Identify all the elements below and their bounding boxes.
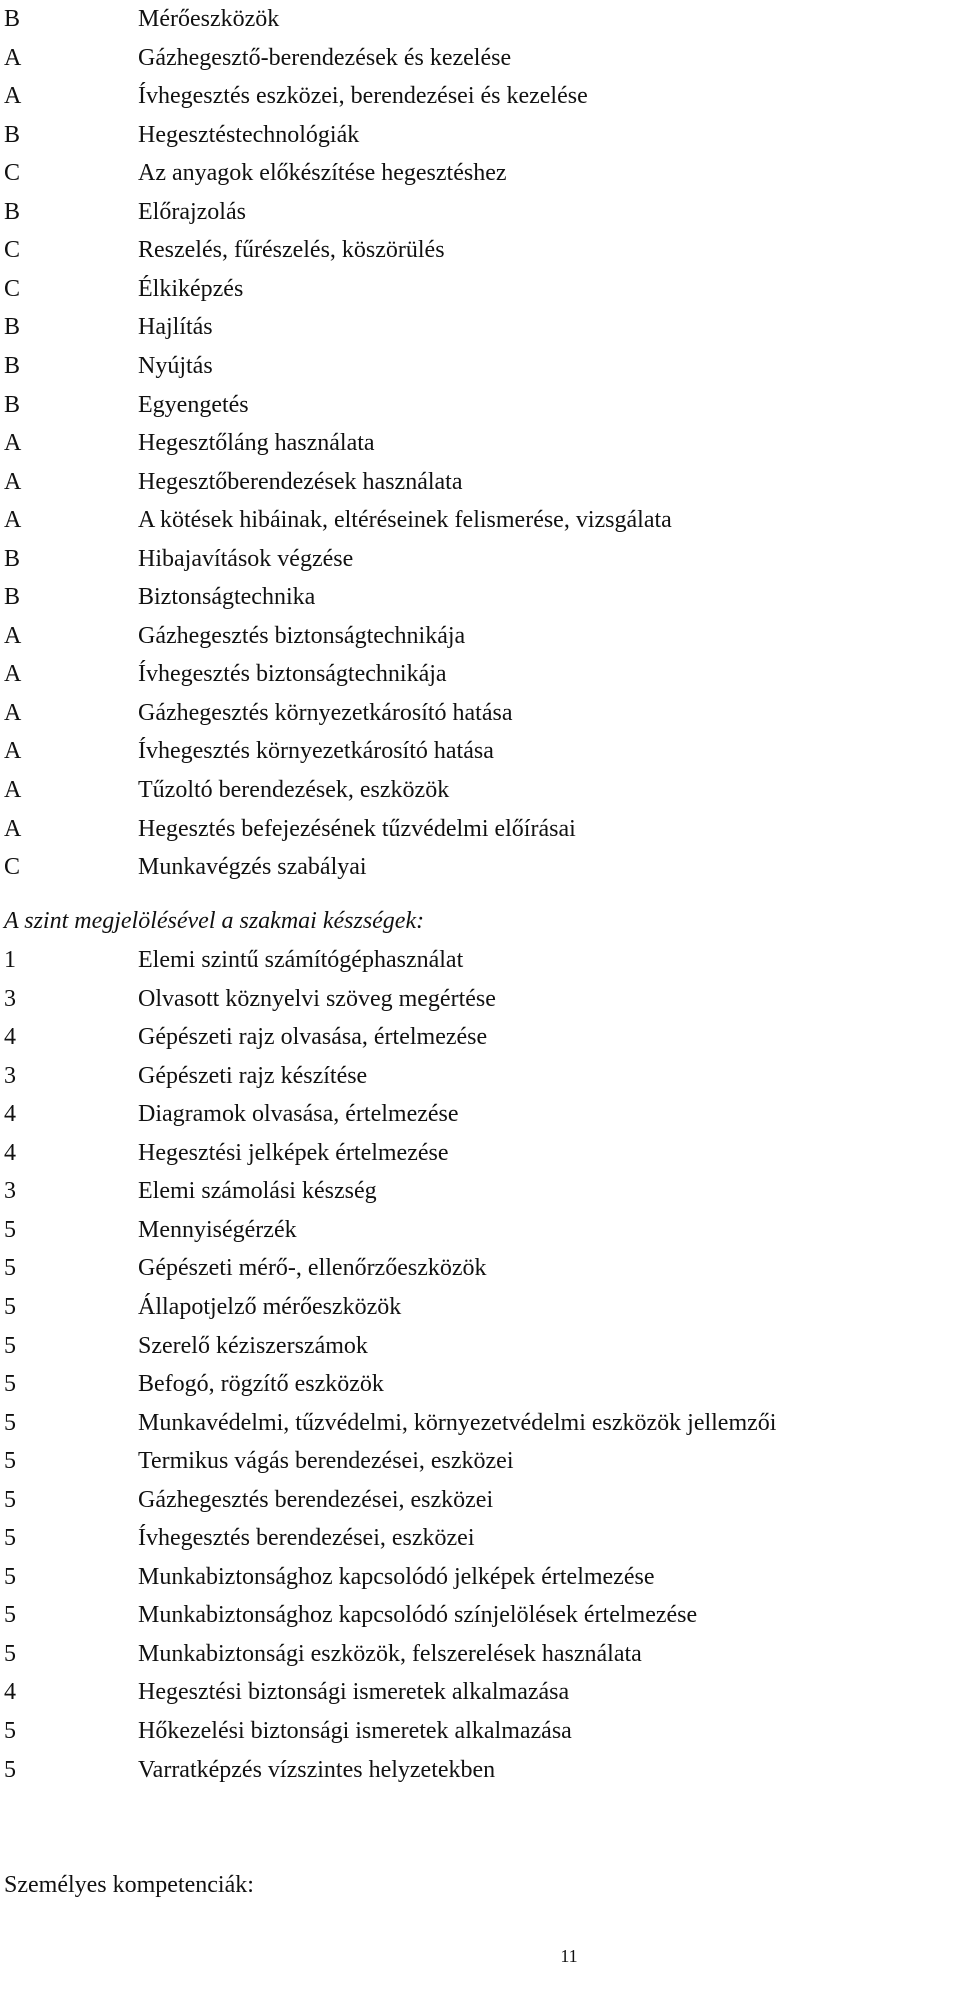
level-code: A <box>4 83 22 110</box>
level-code: 5 <box>4 1332 16 1359</box>
level-code: A <box>4 815 22 842</box>
level-code: 5 <box>4 1718 16 1744</box>
item-label: Gázhegesztés berendezései, eszközei <box>138 1486 494 1513</box>
page-number: 11 <box>560 1946 578 1966</box>
level-code: 5 <box>4 1602 16 1629</box>
level-code: B <box>4 6 21 32</box>
item-label: Varratképzés vízszintes helyzetekben <box>138 1756 496 1783</box>
item-label: Hegesztőláng használata <box>138 430 375 457</box>
item-label: Munkabiztonsági eszközök, felszerelések használata <box>138 1640 642 1667</box>
item-label: Hajlítás <box>138 314 213 341</box>
level-code: B <box>4 584 21 611</box>
level-code: 4 <box>4 1024 16 1051</box>
item-label: Munkavégzés szabályai <box>138 854 367 881</box>
item-label: Egyengetés <box>138 391 249 418</box>
level-code: A <box>4 777 22 803</box>
item-label: Termikus vágás berendezései, eszközei <box>138 1448 514 1475</box>
level-code: 5 <box>4 1409 16 1436</box>
item-label: Az anyagok előkészítése hegesztéshez <box>138 160 507 187</box>
item-label: Elemi szintű számítógéphasználat <box>138 947 464 973</box>
level-code: 5 <box>4 1448 16 1475</box>
level-code: B <box>4 391 21 418</box>
item-label: Reszelés, fűrészelés, köszörülés <box>138 237 445 264</box>
competencies-heading: Személyes kompetenciák: <box>4 1872 254 1898</box>
item-label: Hőkezelési biztonsági ismeretek alkalmazása <box>138 1718 572 1744</box>
level-code: 3 <box>4 985 16 1012</box>
item-label: Mérőeszközök <box>138 6 280 32</box>
item-label: Gázhegesztés biztonságtechnikája <box>138 622 466 649</box>
level-code: A <box>4 468 22 495</box>
item-label: Előrajzolás <box>138 198 246 225</box>
level-code: 1 <box>4 947 16 973</box>
level-code: 3 <box>4 1062 16 1089</box>
item-label: Munkabiztonsághoz kapcsolódó jelképek értelmezése <box>138 1563 655 1590</box>
item-label: Munkabiztonsághoz kapcsolódó színjelölések értelmezése <box>138 1602 698 1629</box>
level-code: A <box>4 699 22 726</box>
item-label: Gázhegesztő-berendezések és kezelése <box>138 44 512 71</box>
item-label: Biztonságtechnika <box>138 584 316 611</box>
skills-heading: A szint megjelölésével a szakmai készségek: <box>4 908 425 934</box>
level-code: B <box>4 545 21 572</box>
level-code: 4 <box>4 1139 16 1166</box>
item-label: Olvasott köznyelvi szöveg megértése <box>138 985 496 1012</box>
item-label: A kötések hibáinak, eltéréseinek felismerése, vizsgálata <box>138 507 672 534</box>
item-label: Gépészeti rajz olvasása, értelmezése <box>138 1024 488 1051</box>
item-label: Gépészeti mérő-, ellenőrzőeszközök <box>138 1255 487 1282</box>
item-label: Élkiképzés <box>138 275 244 302</box>
level-code: 5 <box>4 1640 16 1667</box>
level-code: A <box>4 507 22 534</box>
item-label: Hegesztőberendezések használata <box>138 468 463 495</box>
item-label: Ívhegesztés eszközei, berendezései és kezelése <box>138 83 588 110</box>
item-label: Hegesztés befejezésének tűzvédelmi előírásai <box>138 815 576 842</box>
level-code: A <box>4 738 22 765</box>
item-label: Szerelő kéziszerszámok <box>138 1332 368 1359</box>
level-code: 4 <box>4 1679 16 1706</box>
level-code: A <box>4 622 22 649</box>
item-label: Gázhegesztés környezetkárosító hatása <box>138 699 513 726</box>
level-code: A <box>4 44 22 71</box>
level-code: 4 <box>4 1101 16 1128</box>
item-label: Gépészeti rajz készítése <box>138 1062 368 1089</box>
level-code: A <box>4 430 22 457</box>
item-label: Mennyiségérzék <box>138 1216 297 1243</box>
level-code: C <box>4 854 21 881</box>
level-code: 3 <box>4 1178 16 1205</box>
item-label: Hibajavítások végzése <box>138 545 354 572</box>
level-code: 5 <box>4 1371 16 1398</box>
item-label: Ívhegesztés környezetkárosító hatása <box>138 738 494 765</box>
level-code: B <box>4 314 21 341</box>
item-label: Hegesztéstechnológiák <box>138 121 360 148</box>
level-code: B <box>4 121 21 148</box>
item-label: Tűzoltó berendezések, eszközök <box>138 777 450 803</box>
level-code: C <box>4 160 21 187</box>
item-label: Ívhegesztés berendezései, eszközei <box>138 1525 475 1552</box>
item-label: Befogó, rögzítő eszközök <box>138 1371 384 1398</box>
level-code: B <box>4 198 21 225</box>
item-label: Munkavédelmi, tűzvédelmi, környezetvédelmi eszközök jellemzői <box>138 1409 777 1436</box>
item-label: Állapotjelző mérőeszközök <box>138 1293 402 1320</box>
level-code: 5 <box>4 1563 16 1590</box>
level-code: B <box>4 352 21 379</box>
level-code: C <box>4 237 21 264</box>
level-code: 5 <box>4 1756 16 1783</box>
level-code: 5 <box>4 1486 16 1513</box>
level-code: 5 <box>4 1293 16 1320</box>
item-label: Diagramok olvasása, értelmezése <box>138 1101 459 1128</box>
level-code: 5 <box>4 1216 16 1243</box>
item-label: Elemi számolási készség <box>138 1178 377 1205</box>
item-label: Hegesztési jelképek értelmezése <box>138 1139 449 1166</box>
level-code: C <box>4 275 21 302</box>
item-label: Hegesztési biztonsági ismeretek alkalmazása <box>138 1679 570 1706</box>
level-code: 5 <box>4 1255 16 1282</box>
level-code: A <box>4 661 22 688</box>
item-label: Ívhegesztés biztonságtechnikája <box>138 661 447 688</box>
level-code: 5 <box>4 1525 16 1552</box>
item-label: Nyújtás <box>138 352 213 379</box>
